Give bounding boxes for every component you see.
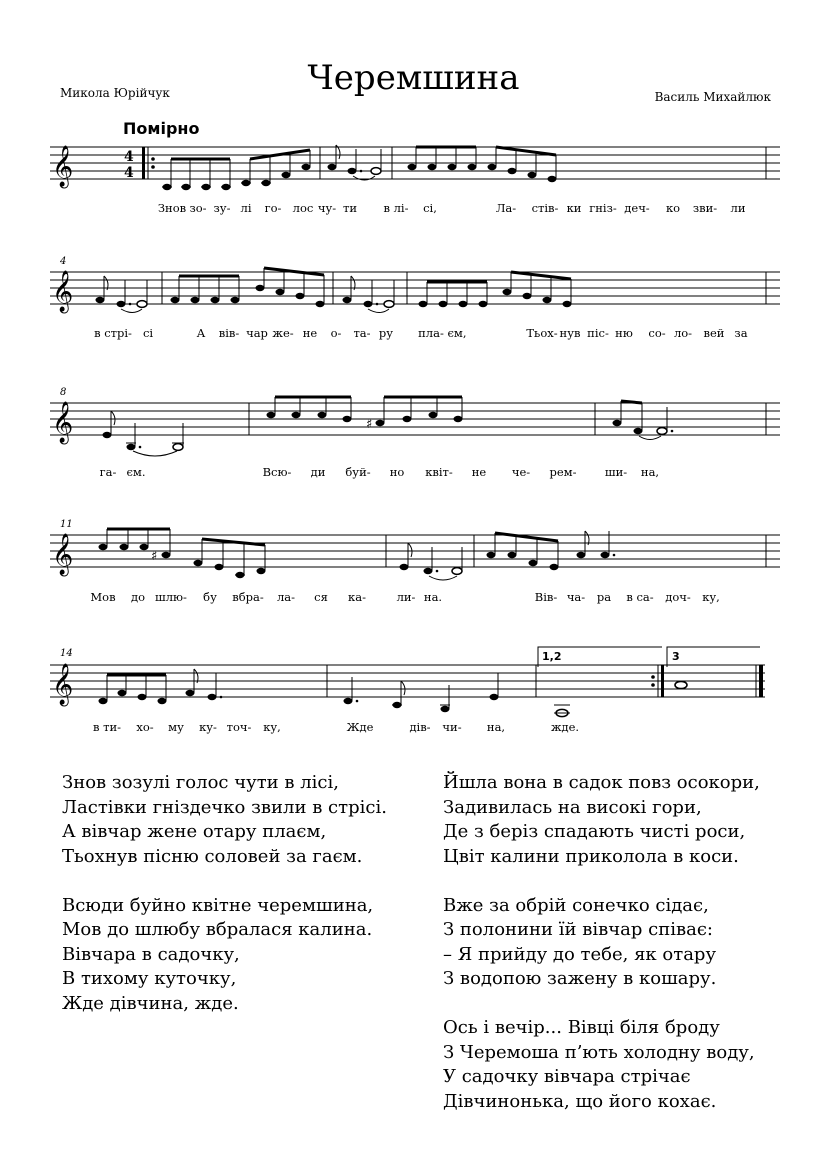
lyric-syllable: нув xyxy=(559,326,581,340)
lyric-syllable: зви- xyxy=(692,201,718,215)
verse-line: Знов зозулі голос чути в лісі, xyxy=(62,772,339,793)
lyric-syllable: в стрі- xyxy=(94,326,132,340)
song-title: Черемшина xyxy=(307,58,520,98)
lyric-syllable: ко xyxy=(665,201,681,215)
lyric-syllable: о- xyxy=(330,326,342,340)
notes-measure-16 xyxy=(554,705,570,717)
notes-measure-14 xyxy=(99,669,223,704)
volta-brackets xyxy=(538,647,760,667)
staff-2 xyxy=(50,262,780,312)
measure-number: 11 xyxy=(60,519,73,530)
lyric-syllable: до xyxy=(130,590,146,604)
lyric-syllable: бу xyxy=(203,590,217,604)
composer-name: Василь Михайлюк xyxy=(654,90,771,104)
lyric-syllable: доч- xyxy=(665,590,691,604)
notes-measure-1 xyxy=(162,150,311,190)
lyric-syllable: в са- xyxy=(626,590,654,604)
lyric-syllable: пла- xyxy=(418,326,444,340)
lyric-syllable: єм, xyxy=(447,326,467,340)
stanza xyxy=(62,894,387,1017)
verse-line: Вівчара в садочку, xyxy=(62,943,240,965)
lyricist-name: Микола Юрійчук xyxy=(60,86,170,100)
lyric-syllable: ла- xyxy=(276,590,296,604)
notes-measure-15 xyxy=(344,673,499,712)
staff-system-1 xyxy=(50,137,780,187)
verse-line: Йшла вона в садок повз осокори, xyxy=(443,772,760,793)
lyric-syllable: буй- xyxy=(345,465,371,479)
stanza xyxy=(443,894,760,992)
verses-right-column xyxy=(443,771,760,1139)
lyric-syllable: за xyxy=(734,326,748,340)
verse-line: З Черемоша п’ють холодну воду, xyxy=(443,1041,755,1063)
lyric-syllable: ти xyxy=(342,201,358,215)
lyric-syllable: лі xyxy=(240,201,252,215)
treble-clef-icon: 𝄞 xyxy=(52,402,74,443)
lyric-syllable: вбра- xyxy=(232,590,264,604)
lyric-syllable: ку, xyxy=(263,720,281,734)
verse-line: З водопою зажену в кошару. xyxy=(443,968,717,989)
treble-clef-icon: 𝄞 xyxy=(52,664,74,705)
lyric-syllable: та- xyxy=(353,326,371,340)
treble-clef-icon: 𝄞 xyxy=(52,271,74,312)
verse-line: Задивилась на високі гори, xyxy=(443,796,702,818)
verse-line: Мов до шлюбу вбралася калина. xyxy=(62,919,373,940)
lyric-syllable: Всю- xyxy=(262,465,292,479)
lyric-syllable: ли- xyxy=(396,590,416,604)
lyric-syllable: сі xyxy=(142,326,154,340)
lyric-syllable: вів- xyxy=(218,326,240,340)
verse-line: У садочку вівчара стрічає xyxy=(443,1066,691,1087)
lyric-syllable: ки xyxy=(566,201,582,215)
staff-system-5 xyxy=(50,655,780,715)
verse-line: Жде дівчина, жде. xyxy=(62,992,239,1014)
lyric-syllable: піс- xyxy=(587,326,609,340)
staff-system-2 xyxy=(50,262,780,312)
time-signature: 4 xyxy=(124,149,134,165)
notes-measure-12 xyxy=(400,543,463,580)
lyric-syllable: точ- xyxy=(226,720,252,734)
verse-line: – Я прийду до тебе, як отару xyxy=(443,943,717,965)
notes-measure-4 xyxy=(96,276,148,313)
lyric-syllable: рем- xyxy=(549,465,577,479)
lyric-syllable: стів- xyxy=(531,201,559,215)
lyric-syllable: зо- xyxy=(189,201,207,215)
lyric-syllable: чи- xyxy=(442,720,462,734)
lyric-syllable: дів- xyxy=(409,720,431,734)
staff-3 xyxy=(50,393,780,448)
lyric-syllable: на, xyxy=(640,465,660,479)
lyric-syllable: ка- xyxy=(348,590,366,604)
verse-line: Де з беріз спадають чисті роси, xyxy=(443,821,746,842)
measure-number: 8 xyxy=(60,387,67,398)
notes-measure-3 xyxy=(408,147,557,182)
lyric-syllable: че- xyxy=(511,465,531,479)
lyric-syllable: жде. xyxy=(550,720,580,734)
verse-line: Ластівки гніздечко звили в стрісі. xyxy=(62,796,387,818)
lyric-syllable: Знов xyxy=(157,201,187,215)
lyric-syllable: ку, xyxy=(702,590,720,604)
stanza xyxy=(443,771,760,869)
lyric-syllable: Тьох- xyxy=(526,326,558,340)
lyric-syllable: в лі- xyxy=(383,201,409,215)
lyric-syllable: ра xyxy=(596,590,612,604)
verse-line: Дівчинонька, що його кохає. xyxy=(443,1090,717,1112)
svg-text:♯: ♯ xyxy=(366,417,373,432)
verse-line: Цвіт калини приколола в коси. xyxy=(443,845,739,867)
lyric-syllable: го- xyxy=(264,201,282,215)
lyric-syllable: ню xyxy=(615,326,633,340)
lyric-syllable: шлю- xyxy=(155,590,187,604)
notes-measure-11 xyxy=(99,529,266,578)
lyric-syllable: на, xyxy=(486,720,506,734)
notes-measure-10 xyxy=(613,401,674,440)
measure-number: 4 xyxy=(60,256,67,267)
staff-1 xyxy=(50,137,780,187)
lyric-syllable: вей xyxy=(703,326,725,340)
lyric-syllable: зу- xyxy=(213,201,231,215)
lyric-syllable: ку- xyxy=(199,720,217,734)
lyric-syllable: но xyxy=(389,465,405,479)
lyric-syllable: со- xyxy=(648,326,666,340)
staff-system-3 xyxy=(50,393,780,448)
lyric-syllable: в ти- xyxy=(92,720,122,734)
verse-line: Тьохнув пісню соловей за гаєм. xyxy=(62,845,363,867)
svg-text:♯: ♯ xyxy=(151,549,158,564)
measure-number: 14 xyxy=(60,648,73,659)
stanza xyxy=(443,1016,760,1114)
staff-5 xyxy=(50,655,780,715)
lyric-syllable: квіт- xyxy=(425,465,453,479)
staff-4 xyxy=(50,525,780,580)
notes-measure-17 xyxy=(675,681,687,688)
lyric-syllable: Ла- xyxy=(495,201,517,215)
verse-line: Вже за обрій сонечко сідає, xyxy=(443,894,709,916)
lyric-syllable: чар xyxy=(246,326,268,340)
lyric-syllable: ди xyxy=(310,465,326,479)
lyric-syllable: не xyxy=(471,465,487,479)
treble-clef-icon: 𝄞 xyxy=(52,534,74,575)
lyric-syllable: на. xyxy=(423,590,443,604)
lyric-syllable: Жде xyxy=(346,720,374,734)
lyric-syllable: ло- xyxy=(673,326,693,340)
lyric-syllable: Вів- xyxy=(534,590,558,604)
verses-left-column xyxy=(62,771,387,1041)
lyric-syllable: чу- xyxy=(317,201,337,215)
verse-line: В тихому куточку, xyxy=(62,968,237,989)
lyric-syllable: не xyxy=(302,326,318,340)
volta-first-ending: 1,2 xyxy=(542,650,562,663)
lyric-syllable: ши- xyxy=(604,465,628,479)
lyric-syllable: Мов xyxy=(90,590,116,604)
verse-line: Всюди буйно квітне черемшина, xyxy=(62,894,374,916)
notes-measure-8 xyxy=(103,411,185,456)
volta-second-ending: 3 xyxy=(672,650,680,663)
lyric-syllable: А xyxy=(196,326,206,340)
lyric-syllable: деч- xyxy=(624,201,650,215)
tempo-marking: Помірно xyxy=(123,119,200,138)
lyric-syllable: сі, xyxy=(423,201,437,215)
lyric-syllable: ли xyxy=(730,201,746,215)
lyric-syllable: хо- xyxy=(136,720,154,734)
lyric-syllable: ру xyxy=(378,326,394,340)
verse-line: Ось і вечір... Вівці біля броду xyxy=(443,1017,720,1038)
verse-line: А вівчар жене отару плаєм, xyxy=(62,821,327,842)
lyric-syllable: му xyxy=(168,720,184,734)
lyric-syllable: лос xyxy=(292,201,314,215)
staff-system-4 xyxy=(50,525,780,580)
stanza xyxy=(62,771,387,869)
notes-measure-6 xyxy=(343,276,395,313)
lyric-syllable: гніз- xyxy=(589,201,617,215)
lyric-syllable: га- xyxy=(99,465,117,479)
verse-line: З полонини їй вівчар співає: xyxy=(443,919,713,940)
time-signature: 4 xyxy=(124,165,134,181)
notes-measure-7 xyxy=(419,272,572,307)
lyric-syllable: єм. xyxy=(126,465,146,479)
treble-clef-icon: 𝄞 xyxy=(52,146,74,187)
lyric-syllable: ся xyxy=(314,590,328,604)
lyric-syllable: же- xyxy=(272,326,294,340)
lyric-syllable: ча- xyxy=(566,590,586,604)
